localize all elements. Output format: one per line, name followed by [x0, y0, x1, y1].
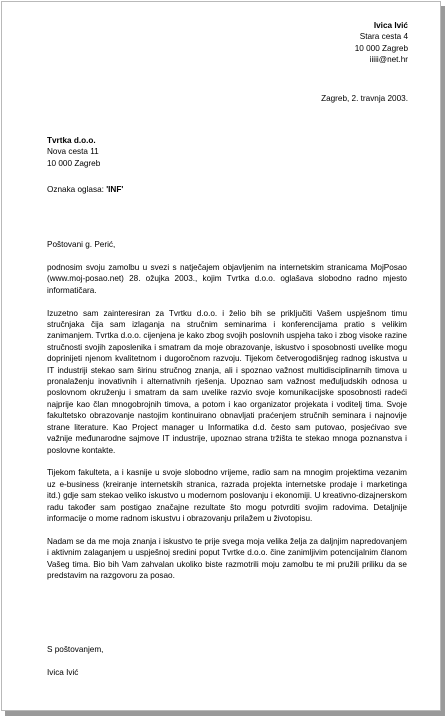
recipient-company: Tvrtka d.o.o.	[47, 136, 96, 145]
sender-email: iiiii@net.hr	[369, 55, 408, 65]
closing-spacer	[47, 655, 103, 666]
recipient-city: 10 000 Zagreb	[47, 158, 101, 168]
recipient-street: Nova cesta 11	[47, 147, 99, 157]
letter-greeting: Poštovani g. Perić,	[47, 240, 116, 249]
letter-signature: Ivica Ivić	[47, 667, 79, 677]
sender-city: 10 000 Zagreb	[354, 43, 408, 53]
body-paragraph-motivation: Izuzetno sam zainteresiran za Tvrtku d.o.o. i želio bih se priključiti Vašem uspješnom timu stručnjaka čija sam izlaganja na stručnim seminarima i konferencijama pratio s velikim zanimanjem. Tvrtka d.o.o. cijenjena je kako zbog svojih poslovnih uspjeha tako i zbog visoke razine stručnosti svojih zaposlenika i smatram da moje obrazovanje, iskustvo i sposobnosti uvelike mogu doprinijeti njenom kvalitetnom i dugoročnom razvoju. Tijekom četverogodišnjeg radnog iskustva u IT industriji stekao sam širinu stručnog znanja, ali i spoznao važnost multidisciplinarnih timova u pronalaženju inovativnih i alternativnih rješenja. Upoznao sam važnost međuljudskih odnosa u poslovnom okruženju i smatram da sam uvelike razvio svoje komunikacijske sposobnosti radeći najprije kao član mnogobrojnih timova, a potom i kao organizator projekata i voditelj tima. Svoje fakultetsko obrazovanje nastojim kontinuirano obnavljati praćenjem stručnih seminara i najnovije strane literature. Kao Project manager u Informatika d.d. često sam putovao, posjećivao sve važnije međunarodne sajmove IT industrije, upoznao strana tržišta te stekao mnoga poznanstva i poslovne kontakte.	[47, 308, 407, 455]
letter-closing: S poštovanjem,	[47, 645, 104, 654]
sender-name: Ivica Ivić	[373, 21, 408, 30]
letter-date: Zagreb, 2. travnja 2003.	[321, 94, 408, 103]
letter-page	[1, 1, 441, 711]
ad-reference-label: Oznaka oglasa:	[47, 185, 104, 194]
letter-closing-block	[47, 644, 103, 678]
recipient-address-block	[47, 135, 100, 169]
sender-street: Stara cesta 4	[359, 32, 408, 42]
letter-body	[47, 239, 407, 593]
body-paragraph-conclusion: Nadam se da me moja znanja i iskustvo te prije svega moja velika želja za daljnjim napredovanjem i aktivnim zalaganjem u uspješnoj sredini poput Tvrtke d.o.o. čine zanimljivim potencijalnim članom Vašeg tima. Bio bih Vam zahvalan ukoliko biste razmotrili moju zamolbu te mi pružili priliku da se predstavim na razgovoru za posao.	[47, 536, 407, 581]
sender-address-block	[355, 20, 408, 66]
ad-reference-code: 'INF'	[106, 185, 124, 194]
ad-reference	[47, 184, 123, 195]
body-paragraph-experience: Tijekom fakulteta, a i kasnije u svoje slobodno vrijeme, radio sam na mnogim projektima vezanim uz e-business (kreiranje internetskih stranica, razrada projekta internetske prodaje i marketinga itd.) gdje sam stekao veliko iskustvo u modernom poslovanju i ekonomiji. U kreativno-dizajnerskom radu također sam postigao značajne rezultate što mogu potvrditi svojim radovima. Detaljnije informacije o mome radnom iskustvu i obrazovanju prilažem u životopisu.	[47, 468, 407, 524]
body-paragraph-intro: podnosim svoju zamolbu u svezi s natječajem objavljenim na internetskim stranicama MojPosao (www.moj-posao.net) 28. ožujka 2003., kojim Tvrtka d.o.o. oglašava slobodno radno mjesto informatičara.	[47, 262, 407, 295]
